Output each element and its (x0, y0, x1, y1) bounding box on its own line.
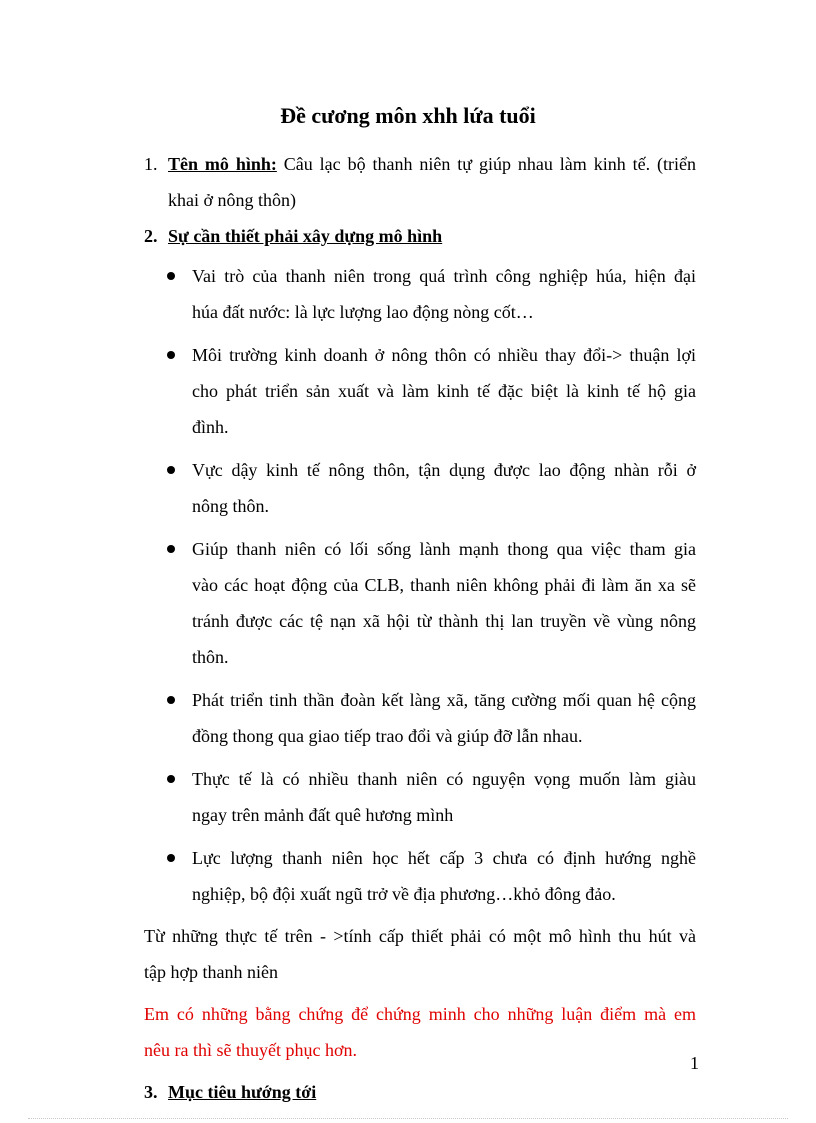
section-line: khai ở nông thôn) (168, 190, 297, 210)
section-label: Mục tiêu hướng tới (168, 1082, 317, 1102)
list-item: Phát triển tinh thần đoàn kết làng xã, tăng cường mối quan hệ cộng đồng thong qua giao tiếp trao đổi và giúp đỡ lẫn nhau. (144, 682, 696, 754)
section-line (168, 146, 696, 182)
section-label: Sự cần thiết phải xây dựng mô hình (168, 226, 443, 246)
document-title: Đề cương môn xhh lứa tuổi (280, 103, 536, 128)
bullet-list (144, 258, 696, 912)
list-item: Vực dậy kinh tế nông thôn, tận dụng được lao động nhàn rỗi ở nông thôn. (144, 452, 696, 524)
bullet-icon (167, 775, 175, 783)
section-label: Tên mô hình: (168, 154, 277, 174)
bullet-icon (167, 854, 175, 862)
section-2 (144, 218, 696, 254)
list-item: Vai trò của thanh niên trong quá trình công nghiệp húa, hiện đại húa đất nước: là lực lượng lao động nòng cốt… (144, 258, 696, 330)
page-number: 1 (690, 1053, 699, 1073)
bullet-icon (167, 696, 175, 704)
bullet-icon (167, 466, 175, 474)
section-number: 2. (144, 226, 158, 246)
section-number: 3. (144, 1082, 158, 1102)
bullet-icon (167, 351, 175, 359)
section-1 (144, 146, 696, 218)
conclusion-paragraph: Từ những thực tế trên - >tính cấp thiết phải có một mô hình thu hút và tập hợp thanh niên (144, 926, 696, 982)
section-3 (144, 1074, 696, 1110)
reviewer-comment: Em có những bằng chứng để chứng minh cho những luận điểm mà em nêu ra thì sẽ thuyết phục hơn. (144, 1004, 696, 1060)
list-item: Lực lượng thanh niên học hết cấp 3 chưa có định hướng nghề nghiệp, bộ đội xuất ngũ trở về địa phương…khỏ đông đảo. (144, 840, 696, 912)
section-text: Câu lạc bộ thanh niên tự giúp nhau làm kinh tế. (triển (276, 154, 696, 174)
list-item: Giúp thanh niên có lối sống lành mạnh thong qua việc tham gia vào các hoạt động của CLB, thanh niên không phải đi làm ăn xa sẽ tránh được các tệ nạn xã hội từ thành thị lan truyền về vùng nông thôn. (144, 531, 696, 675)
bullet-icon (167, 272, 175, 280)
list-item: Thực tế là có nhiều thanh niên có nguyện vọng muốn làm giàu ngay trên mảnh đất quê hương mình (144, 761, 696, 833)
page-bottom-divider (28, 1118, 788, 1119)
list-item: Môi trường kinh doanh ở nông thôn có nhiều thay đổi-> thuận lợi cho phát triển sản xuất và làm kinh tế đặc biệt là kinh tế hộ gia đình. (144, 337, 696, 445)
bullet-icon (167, 545, 175, 553)
section-number: 1. (144, 154, 158, 174)
document-body (144, 146, 696, 1110)
